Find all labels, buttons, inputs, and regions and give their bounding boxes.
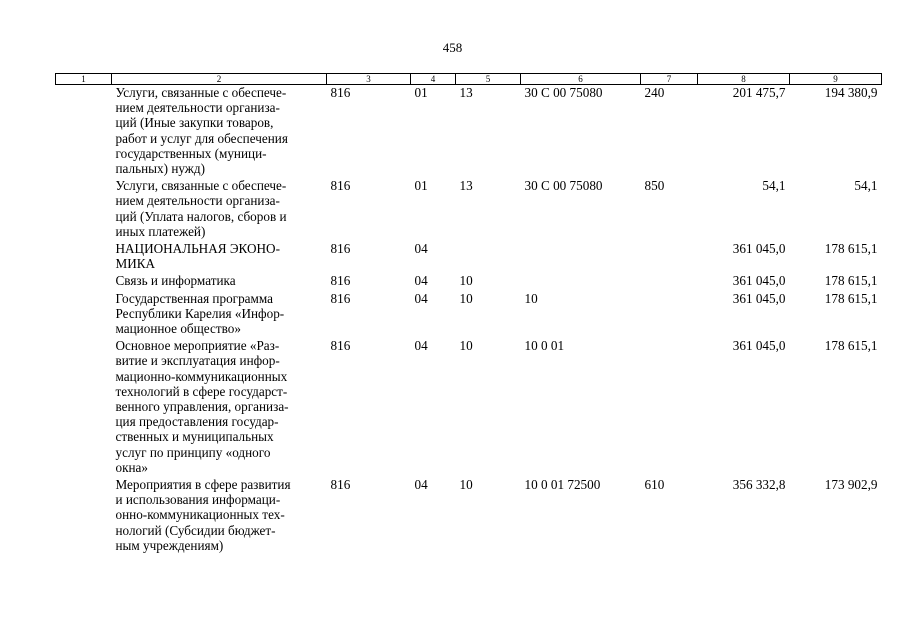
table-row: [56, 178, 882, 241]
section-code-cell: 04: [414, 477, 428, 493]
item-name-cell: [112, 241, 327, 273]
item-name-cell: [112, 291, 327, 339]
ministry-code-cell: 816: [330, 338, 351, 354]
amount-year2-cell: 173 902,9: [824, 477, 878, 493]
subsection-code-cell: 10: [459, 273, 473, 289]
ministry-code-cell: 816: [330, 178, 351, 194]
ministry-code-cell: 816: [330, 241, 351, 257]
subsection-code-cell: 13: [459, 85, 473, 100]
column-header: 8: [698, 74, 790, 85]
target-article-cell: [521, 273, 641, 290]
ministry-code-cell: 816: [330, 477, 351, 493]
subsection-code-cell: 10: [459, 477, 473, 493]
amount-year1-cell: 54,1: [762, 178, 786, 194]
item-name-line: нологий (Субсидии бюджет-: [115, 522, 276, 538]
item-name-line: и использования информаци-: [115, 492, 281, 508]
column-header: 7: [641, 74, 698, 85]
ministry-code-cell: 816: [330, 273, 351, 289]
amount-year2-cell: 54,1: [854, 178, 878, 194]
item-name-line: Услуги, связанные с обеспече-: [115, 178, 287, 194]
section-code-cell: 01: [414, 178, 428, 194]
item-name-line: венного управления, организа-: [115, 399, 289, 415]
table-row: [56, 291, 882, 339]
ministry-code-cell: 816: [330, 290, 351, 306]
item-name-line: онно-коммуникационных тех-: [115, 507, 285, 523]
expense-type-cell: 240: [644, 85, 665, 100]
item-name-cell: [112, 85, 327, 179]
item-name-line: окна»: [115, 459, 149, 475]
empty-cell: [56, 291, 112, 339]
column-header: 2: [112, 74, 327, 85]
budget-table: [55, 73, 882, 555]
empty-cell: [56, 477, 112, 555]
expense-type-cell: 850: [644, 178, 665, 194]
column-header: 1: [56, 74, 112, 85]
amount-year1-cell: 356 332,8: [732, 477, 786, 493]
column-header: 4: [411, 74, 456, 85]
section-code-cell: 04: [414, 241, 428, 257]
section-code-cell: 04: [414, 338, 428, 354]
item-name-line: государственных (муници-: [115, 145, 267, 161]
amount-year2-cell: 178 615,1: [824, 290, 878, 306]
item-name-line: технологий в сфере государст-: [115, 383, 288, 399]
item-name-line: Услуги, связанные с обеспече-: [115, 85, 287, 100]
item-name-line: работ и услуг для обеспечения: [115, 130, 288, 146]
item-name-line: Государственная программа: [115, 290, 273, 306]
table-row: [56, 338, 882, 477]
section-code-cell: 01: [414, 85, 428, 100]
item-name-line: ций (Иные закупки товаров,: [115, 115, 274, 131]
target-article-cell: 10 0 01 72500: [524, 477, 601, 493]
item-name-line: мационное общество»: [115, 321, 241, 337]
table-row: [56, 477, 882, 555]
expense-type-cell: 610: [644, 477, 665, 493]
item-name-line: ным учреждениям): [115, 537, 224, 553]
item-name-cell: [112, 338, 327, 477]
empty-cell: [56, 338, 112, 477]
target-article-cell: 30 С 00 75080: [524, 178, 603, 194]
section-code-cell: 04: [414, 290, 428, 306]
column-number-row: [56, 74, 882, 85]
expense-type-cell: [641, 291, 698, 339]
page-number: 458: [442, 40, 463, 55]
item-name-line: МИКА: [115, 256, 156, 272]
item-name-line: нием деятельности организа-: [115, 193, 280, 209]
empty-cell: [56, 178, 112, 241]
column-header: 6: [521, 74, 641, 85]
item-name-line: ций (Уплата налогов, сборов и: [115, 208, 287, 224]
table-row: [56, 85, 882, 179]
amount-year2-cell: 178 615,1: [824, 338, 878, 354]
empty-cell: [56, 85, 112, 179]
amount-year1-cell: 361 045,0: [732, 290, 786, 306]
amount-year1-cell: 361 045,0: [732, 241, 786, 257]
item-name-line: НАЦИОНАЛЬНАЯ ЭКОНО-: [115, 241, 280, 257]
column-header: 5: [456, 74, 521, 85]
item-name-line: иных платежей): [115, 223, 206, 239]
empty-cell: [56, 273, 112, 290]
target-article-cell: 30 С 00 75080: [524, 85, 603, 100]
target-article-cell: 10 0 01: [524, 338, 565, 354]
subsection-code-cell: 10: [459, 338, 473, 354]
section-code-cell: 04: [414, 273, 428, 289]
item-name-line: ственных и муниципальных: [115, 429, 274, 445]
ministry-code-cell: 816: [330, 85, 351, 100]
subsection-code-cell: 10: [459, 290, 473, 306]
amount-year1-cell: 361 045,0: [732, 273, 786, 289]
item-name-line: ция предоставления государ-: [115, 414, 279, 430]
item-name-cell: [112, 178, 327, 241]
amount-year2-cell: 178 615,1: [824, 241, 878, 257]
item-name-line: Основное мероприятие «Раз-: [115, 338, 280, 354]
amount-year1-cell: 361 045,0: [732, 338, 786, 354]
item-name-line: нием деятельности организа-: [115, 100, 280, 116]
item-name-cell: [112, 477, 327, 555]
item-name-line: витие и эксплуатация инфор-: [115, 353, 280, 369]
item-name-line: услуг по принципу «одного: [115, 444, 271, 460]
expense-type-cell: [641, 241, 698, 273]
amount-year2-cell: 178 615,1: [824, 273, 878, 289]
empty-cell: [56, 241, 112, 273]
item-name-cell: [112, 273, 327, 290]
column-header: 9: [790, 74, 882, 85]
target-article-cell: [521, 241, 641, 273]
item-name-line: Мероприятия в сфере развития: [115, 477, 291, 493]
amount-year2-cell: 194 380,9: [824, 85, 878, 100]
table-row: [56, 273, 882, 290]
expense-type-cell: [641, 273, 698, 290]
item-name-line: мационно-коммуникационных: [115, 368, 288, 384]
item-name-line: Республики Карелия «Инфор-: [115, 305, 285, 321]
column-header: 3: [327, 74, 411, 85]
item-name-line: пальных) нужд): [115, 161, 206, 177]
amount-year1-cell: 201 475,7: [732, 85, 786, 100]
subsection-code-cell: [456, 241, 521, 273]
target-article-cell: 10: [524, 290, 538, 306]
subsection-code-cell: 13: [459, 178, 473, 194]
item-name-line: Связь и информатика: [115, 273, 236, 289]
table-row: [56, 241, 882, 273]
expense-type-cell: [641, 338, 698, 477]
